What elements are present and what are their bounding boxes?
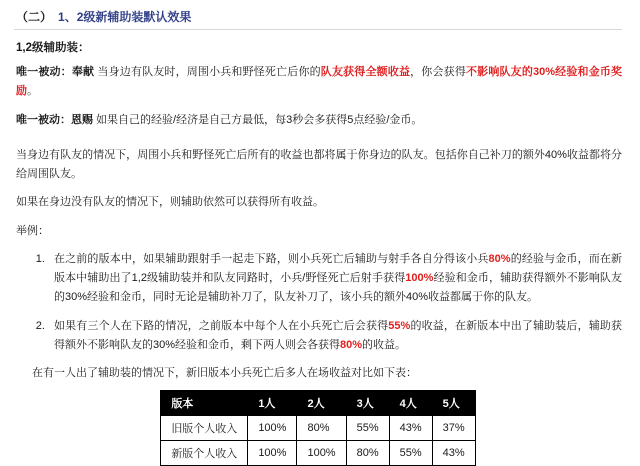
table-header-cell-3: 3人 (346, 390, 389, 415)
table-cell-0-2: 55% (346, 415, 389, 440)
example-item-2 (48, 317, 622, 356)
table-row-label-1: 新版个人收入 (161, 440, 248, 465)
example-2-seg-0: 如果有三个人在下路的情况，之前版本中每个人在小兵死亡后会获得 (54, 319, 389, 332)
passive-label-1: 唯一被动： (16, 66, 72, 78)
examples-label: 举例： (16, 224, 49, 237)
passive-seg-2-0: 如果自己的经验/经济是自己方最低，每3秒会多获得5点经验/金币。 (93, 113, 423, 126)
table-cell-1-2: 80% (346, 440, 389, 465)
passive-paragraph-1 (16, 63, 622, 102)
table-cell-0-3: 43% (389, 415, 432, 440)
table-row (161, 440, 475, 465)
passive-seg-1-1: 队友获得全额收益 (320, 66, 411, 78)
section-heading-title: 1、2级新辅助装默认效果 (58, 10, 192, 24)
example-2-seg-2: 的收益，在新版本中出了辅助装后，辅助获得额外不影响队友的30%经验和金币，剩下两人则会各获得 (54, 319, 622, 351)
examples-list (14, 250, 622, 355)
passive-seg-1-0: 当身边有队友时，周围小兵和野怪死亡后你的 (94, 66, 321, 78)
table-cell-1-3: 55% (389, 440, 432, 465)
example-1-seg-0: 在之前的版本中，如果辅助跟射手一起走下路，则小兵死亡后辅助与射手各自分得该小兵 (54, 252, 489, 265)
table-head (161, 390, 475, 415)
comparison-table (160, 390, 475, 466)
table-cell-1-0: 100% (248, 440, 297, 465)
passive-seg-1-4: 。 (27, 85, 38, 98)
table-row (161, 415, 475, 440)
section-heading (16, 8, 622, 25)
table-cell-1-1: 100% (297, 440, 346, 465)
example-2-seg-4: 的收益。 (362, 338, 407, 351)
example-1-seg-2: 的经验与金币，而在新版本中辅助出了1,2级辅助装并和队友同路时，小兵/野怪死亡后射手获得 (54, 252, 622, 284)
example-1-seg-4: 经验和金币，辅助获得额外不影响队友的30%经验和金币，同时无论是辅助补刀了，队友补刀了，该小兵的额外40%收益都属于你的队友。 (54, 272, 622, 304)
example-item-1 (48, 250, 622, 308)
note-paragraph-1: 当身边有队友的情况下，周围小兵和野怪死亡后所有的收益也都将属于你身边的队友。包括你自己补刀的额外40%收益都将分给周围队友。 (16, 148, 622, 180)
table-header-row (161, 390, 475, 415)
passive-name-1: 奉献 (71, 66, 95, 78)
heading-divider (14, 29, 622, 30)
example-1-seg-3: 100% (405, 272, 434, 284)
table-body (161, 415, 475, 465)
example-1-seg-1: 80% (488, 252, 511, 265)
section-heading-number: （二） (16, 10, 53, 24)
passive-paragraph-2 (16, 111, 622, 130)
table-cell-0-1: 80% (297, 415, 346, 440)
table-row-label-0: 旧版个人收入 (161, 415, 248, 440)
table-header-cell-5: 5人 (432, 390, 475, 415)
note-paragraph-2: 如果在身边没有队友的情况下，则辅助依然可以获得所有收益。 (16, 196, 324, 209)
table-header-cell-1: 1人 (248, 390, 297, 415)
table-header-cell-4: 4人 (389, 390, 432, 415)
table-header-cell-2: 2人 (297, 390, 346, 415)
passive-seg-1-2: ，你会获得 (410, 66, 466, 78)
paragraph-spacer (14, 139, 622, 146)
passive-label-2: 唯一被动： (16, 113, 71, 126)
table-cell-0-0: 100% (248, 415, 297, 440)
passive-seg-1-3: 不影响队友的30%经验和金币奖励 (16, 66, 623, 98)
table-header-cell-0: 版本 (161, 390, 248, 415)
table-cell-1-4: 43% (432, 440, 475, 465)
example-2-seg-3: 80% (340, 338, 363, 351)
table-intro: 在有一人出了辅助装的情况下，新旧版本小兵死亡后多人在场收益对比如下表： (32, 367, 417, 379)
subsection-title: 1,2级辅助装： (16, 42, 90, 54)
example-2-seg-1: 55% (388, 319, 411, 332)
table-cell-0-4: 37% (432, 415, 475, 440)
passive-name-2: 恩赐 (71, 113, 93, 126)
